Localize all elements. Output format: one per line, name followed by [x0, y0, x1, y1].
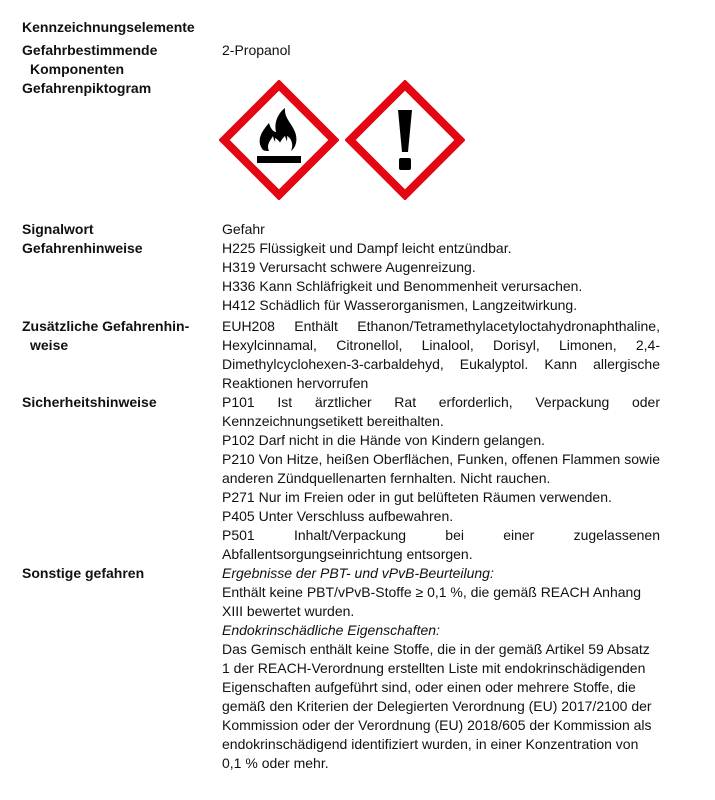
section-heading: Kennzeichnungselemente — [22, 19, 195, 35]
hazard-statement: H225 Flüssigkeit und Dampf leicht entzündbar. — [222, 240, 512, 256]
signal-word-label: Signalwort — [22, 221, 94, 237]
exclamation-mark-icon — [345, 80, 465, 200]
precautionary-statement: P210 Von Hitze, heißen Oberflächen, Funken, offenen Flammen sowie anderen Zündquellenarten fernhalten. Nicht rauchen. — [222, 451, 660, 486]
pbt-heading: Ergebnisse der PBT- und vPvB-Beurteilung: — [222, 565, 494, 581]
components-label-line2: Komponenten — [30, 61, 125, 77]
signal-word-value: Gefahr — [222, 221, 265, 237]
additional-hazards-label-line2: weise — [30, 337, 69, 353]
components-label-line1: Gefahrbestimmende — [22, 42, 158, 58]
flame-icon — [219, 80, 339, 200]
components-label — [22, 41, 212, 79]
components-value: 2-Propanol — [222, 42, 291, 58]
precautionary-statement: P101 Ist ärztlicher Rat erforderlich, Verpackung oder Kennzeichnungsetikett bereithalten. — [222, 394, 660, 429]
hazard-statements-label: Gefahrenhinweise — [22, 240, 143, 256]
hazard-statement: H412 Schädlich für Wasserorganismen, Langzeitwirkung. — [222, 297, 578, 313]
pbt-text: Enthält keine PBT/vPvB-Stoffe ≥ 0,1 %, die gemäß REACH Anhang XIII bewertet wurden. — [222, 584, 642, 619]
precautionary-statement: P405 Unter Verschluss aufbewahren. — [222, 508, 454, 524]
other-hazards-content — [222, 564, 660, 773]
additional-hazards-label — [22, 317, 212, 355]
precautionary-statement: P501 Inhalt/Verpackung bei einer zugelassenen Abfallentsorgungseinrichtung entsorgen. — [222, 527, 660, 562]
hazard-statement: H319 Verursacht schwere Augenreizung. — [222, 259, 476, 275]
hazard-statement: H336 Kann Schläfrigkeit und Benommenheit verursachen. — [222, 278, 583, 294]
endocrine-text: Das Gemisch enthält keine Stoffe, die in der gemäß Artikel 59 Absatz 1 der REACH-Verordnung erstellten Liste mit endokrinschädigenden Eigenschaften aufgeführt sind, oder einen oder mehrere Stoffe, die gemäß den Kriterien der Delegierten Verordnung (EU) 2017/2100 der Kommission oder der Verordnung (EU) 2018/605 der Kommission als endokrinschädigend identifiziert wurden, in einer Konzentration von 0,1 % oder mehr. — [222, 641, 652, 771]
additional-hazards-label-line1: Zusätzliche Gefahrenhin- — [22, 318, 190, 334]
pictogram-label: Gefahrenpiktogram — [22, 80, 152, 96]
precautionary-statement: P102 Darf nicht in die Hände von Kindern gelangen. — [222, 432, 545, 448]
endocrine-heading: Endokrinschädliche Eigenschaften: — [222, 622, 440, 638]
additional-hazards-text: EUH208 Enthält Ethanon/Tetramethylacetyloctahydronaphthaline, Hexylcinnamal, Citronellol, Linalool, Dorisyl, Limonen, 2,4-Dimethylcyclohexen-3-carbaldehyd, Eukalyptol. Kann allergische Reaktionen hervorrufen — [222, 318, 660, 391]
precautionary-statement: P271 Nur im Freien oder in gut belüfteten Räumen verwenden. — [222, 489, 612, 505]
other-hazards-label: Sonstige gefahren — [22, 565, 145, 581]
hazard-statements-list — [222, 239, 660, 315]
precautionary-statements-list — [222, 393, 660, 564]
precautionary-statements-label: Sicherheitshinweise — [22, 394, 157, 410]
